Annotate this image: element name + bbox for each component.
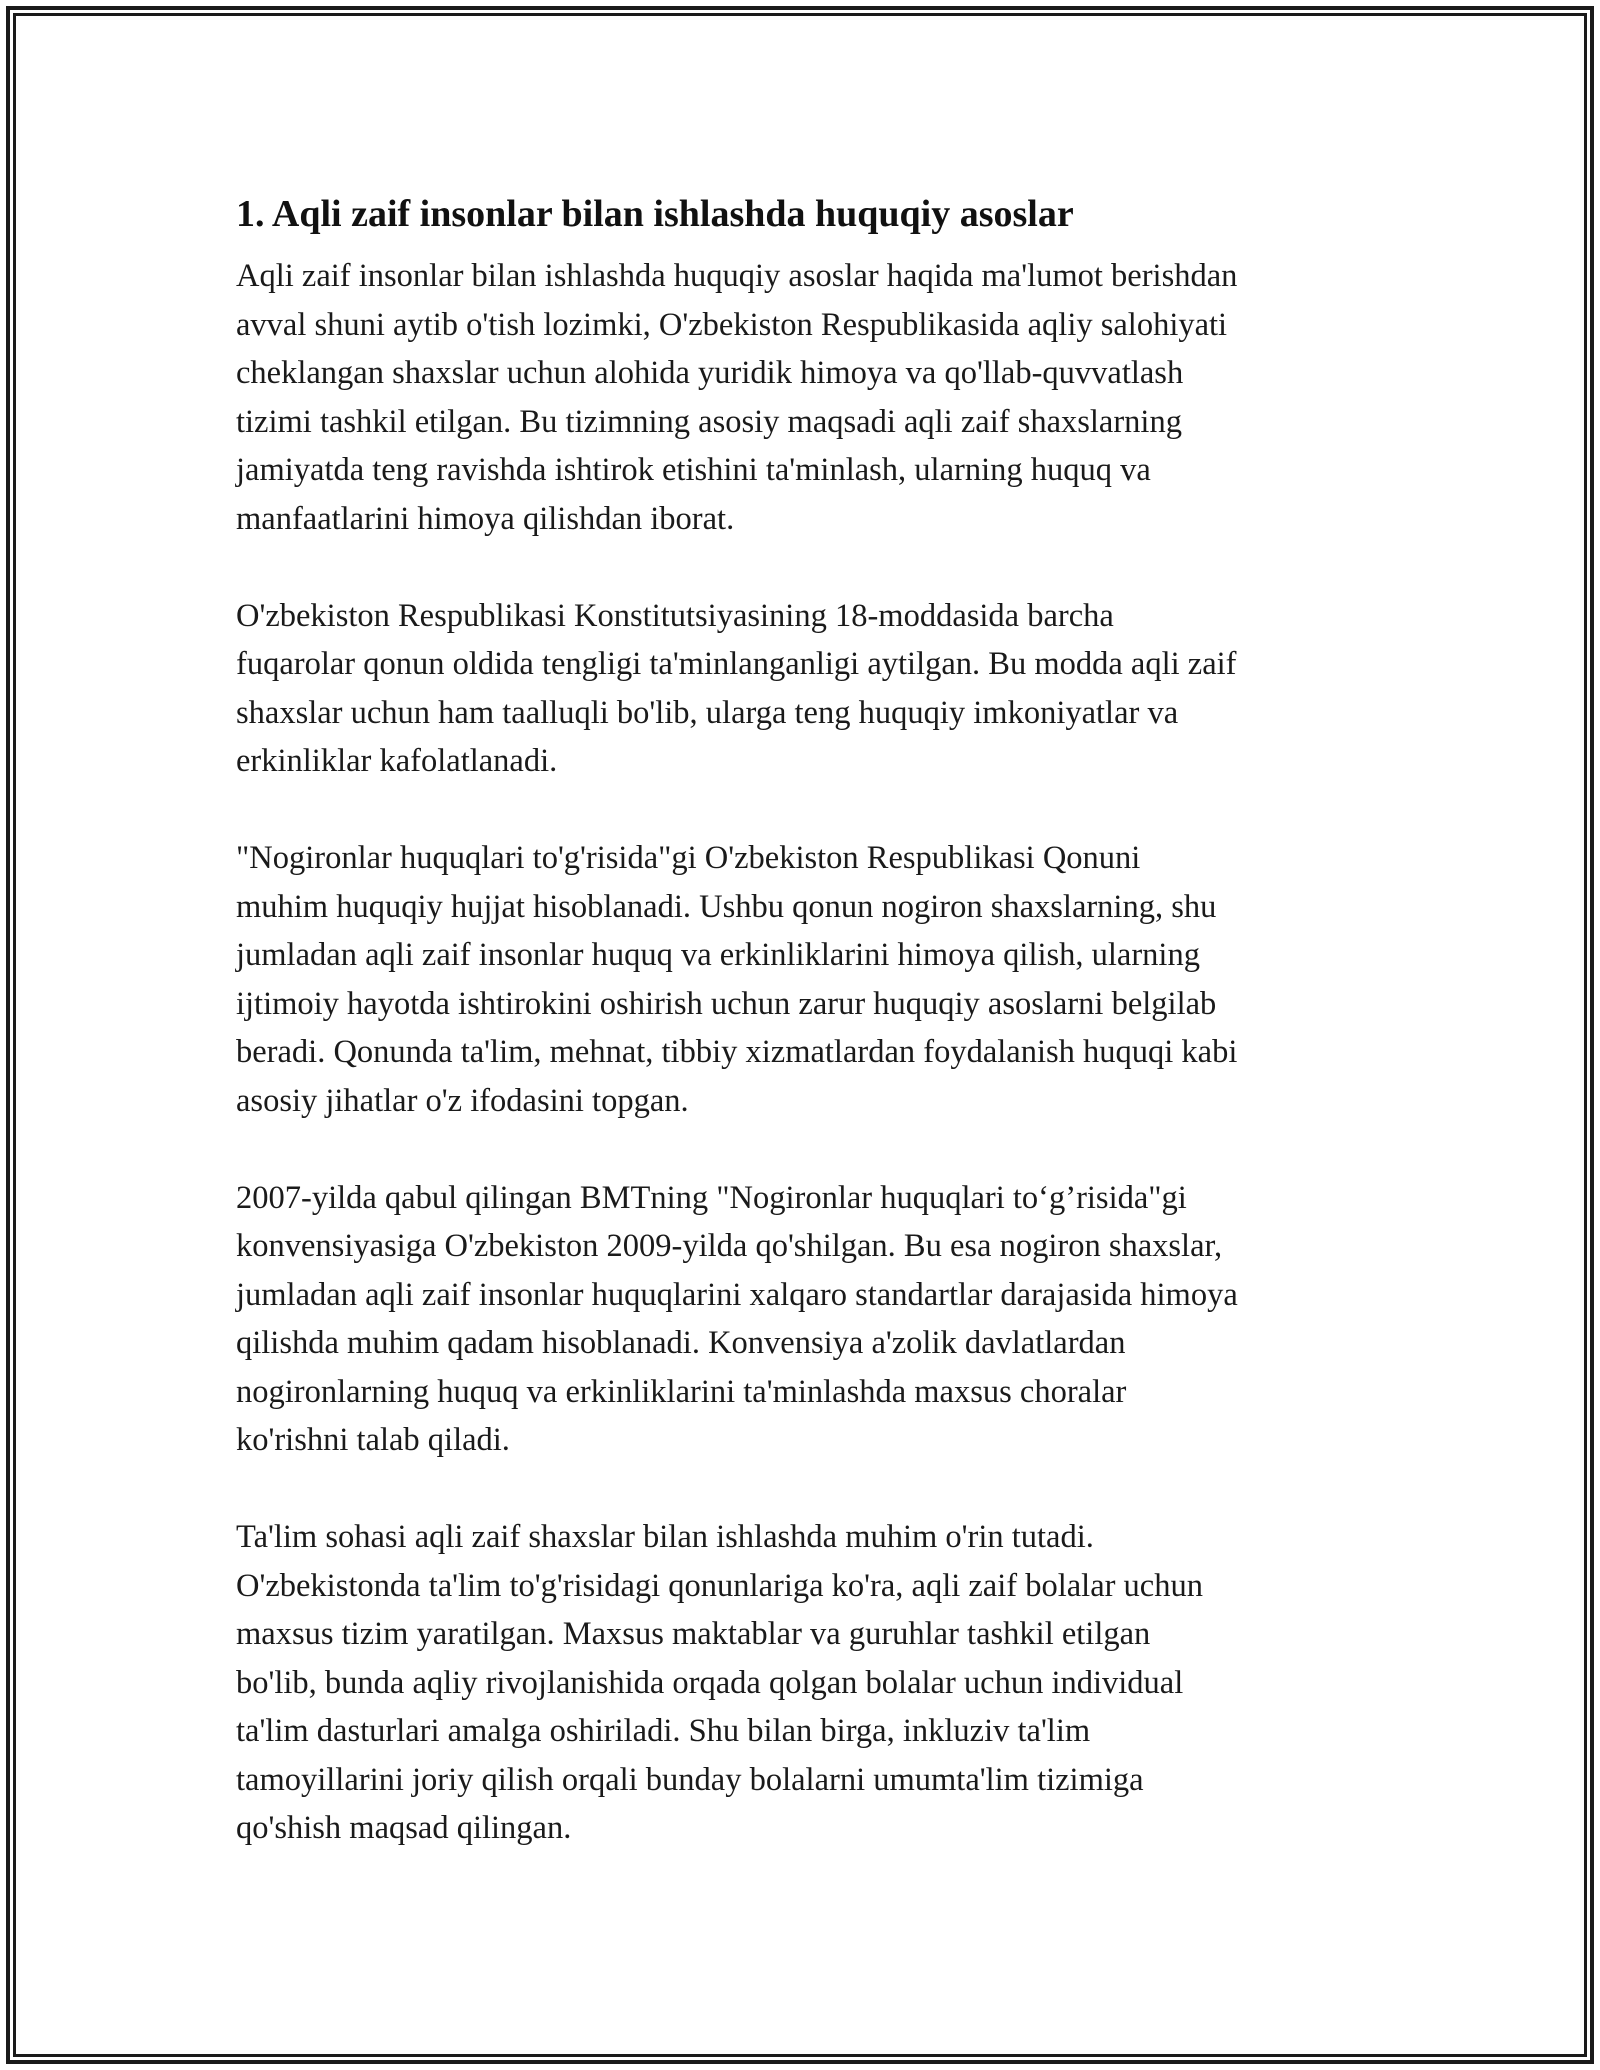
paragraph-line: avval shuni aytib o'tish lozimki, O'zbekiston Respublikasida aqliy salohiyati: [236, 306, 1228, 343]
paragraph-line: bo'lib, bunda aqliy rivojlanishida orqada qolgan bolalar uchun individual: [236, 1664, 1184, 1701]
paragraph-line: fuqarolar qonun oldida tengligi ta'minlanganligi aytilgan. Bu modda aqli zaif: [236, 646, 1237, 682]
paragraph-line: jumladan aqli zaif insonlar huquq va erkinliklarini himoya qilish, ularning: [236, 937, 1200, 973]
paragraph-line: O'zbekistonda ta'lim to'g'risidagi qonunlariga ko'ra, aqli zaif bolalar uchun: [236, 1567, 1203, 1604]
paragraph-line: beradi. Qonunda ta'lim, mehnat, tibbiy xizmatlardan foydalanish huquqi kabi: [236, 1034, 1238, 1070]
paragraph-line: Aqli zaif insonlar bilan ishlashda huquqiy asoslar haqida ma'lumot berishdan: [236, 258, 1238, 294]
section-heading: 1. Aqli zaif insonlar bilan ishlashda huquqiy asoslar: [236, 193, 1074, 235]
paragraph-line: shaxslar uchun ham taalluqli bo'lib, ularga teng huquqiy imkoniyatlar va: [236, 694, 1179, 731]
paragraph-line: muhim huquqiy hujjat hisoblanadi. Ushbu qonun nogiron shaxslarning, shu: [236, 888, 1217, 925]
paragraph-4: [236, 1174, 1386, 1465]
paragraph-line: O'zbekiston Respublikasi Konstitutsiyasining 18-moddasida barcha: [236, 597, 1114, 634]
paragraph-3: [236, 834, 1386, 1125]
paragraph-line: "Nogironlar huquqlari to'g'risida"gi O'zbekiston Respublikasi Qonuni: [236, 840, 1141, 876]
paragraph-line: Ta'lim sohasi aqli zaif shaxslar bilan ishlashda muhim o'rin tutadi.: [236, 1519, 1094, 1555]
paragraph-line: maxsus tizim yaratilgan. Maxsus maktablar va guruhlar tashkil etilgan: [236, 1616, 1151, 1652]
document-body: [236, 186, 1386, 1901]
paragraph-line: erkinliklar kafolatlanadi.: [236, 743, 558, 779]
paragraph-line: jumladan aqli zaif insonlar huquqlarini xalqaro standartlar darajasida himoya: [236, 1276, 1238, 1313]
paragraph-line: nogironlarning huquq va erkinliklarini ta'minlashda maxsus choralar: [236, 1373, 1127, 1410]
paragraph-line: ko'rishni talab qiladi.: [236, 1422, 510, 1458]
paragraph-line: qo'shish maqsad qilingan.: [236, 1810, 572, 1846]
paragraph-line: cheklangan shaxslar uchun alohida yuridik himoya va qo'llab-quvvatlash: [236, 355, 1184, 391]
paragraph-line: qilishda muhim qadam hisoblanadi. Konvensiya a'zolik davlatlardan: [236, 1325, 1126, 1361]
paragraph-line: jamiyatda teng ravishda ishtirok etishini ta'minlash, ularning huquq va: [236, 452, 1151, 488]
paragraph-5: [236, 1513, 1386, 1853]
paragraph-2: [236, 592, 1386, 786]
paragraph-line: ijtimoiy hayotda ishtirokini oshirish uchun zarur huquqiy asoslarni belgilab: [236, 985, 1217, 1022]
paragraph-line: manfaatlarini himoya qilishdan iborat.: [236, 500, 735, 537]
paragraph-line: asosiy jihatlar o'z ifodasini topgan.: [236, 1082, 689, 1119]
paragraph-line: ta'lim dasturlari amalga oshiriladi. Shu bilan birga, inkluziv ta'lim: [236, 1713, 1091, 1749]
paragraph-line: tizimi tashkil etilgan. Bu tizimning asosiy maqsadi aqli zaif shaxslarning: [236, 403, 1182, 440]
paragraph-line: konvensiyasiga O'zbekiston 2009-yilda qo'shilgan. Bu esa nogiron shaxslar,: [236, 1228, 1223, 1264]
paragraph-1: [236, 252, 1386, 543]
paragraph-line: 2007-yilda qabul qilingan BMTning "Nogironlar huquqlari to‘g’risida"gi: [236, 1179, 1187, 1216]
paragraph-line: tamoyillarini joriy qilish orqali bunday bolalarni umumta'lim tizimiga: [236, 1761, 1144, 1798]
